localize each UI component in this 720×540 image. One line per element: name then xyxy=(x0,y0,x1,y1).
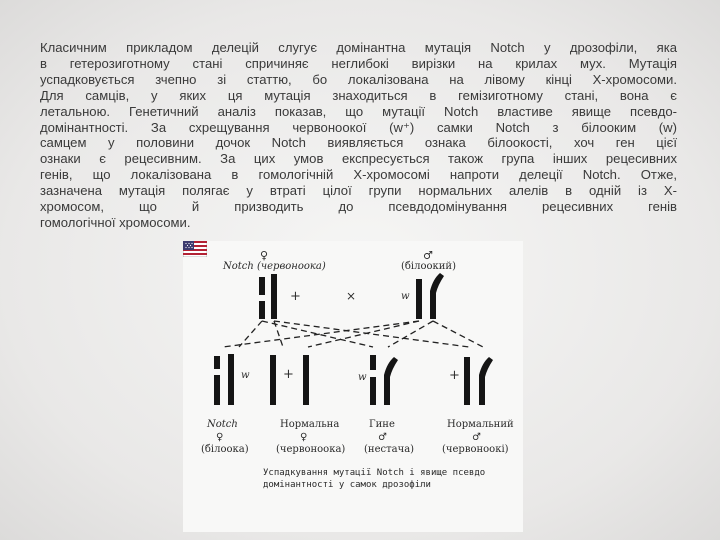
offspring-name: Гине xyxy=(369,419,395,430)
offspring-sex: ♀ xyxy=(300,432,308,443)
paragraph-line: ознаки є рецесивним. За цих умов експресується також група інших рецесивних xyxy=(40,151,677,167)
chromosome xyxy=(214,375,220,405)
male-symbol: ♂ xyxy=(423,249,433,262)
offspring-name: Нормальний xyxy=(447,419,514,430)
chromosome xyxy=(271,274,277,319)
chromosome xyxy=(370,377,376,405)
chromosome xyxy=(259,277,265,295)
us-flag-icon xyxy=(183,241,207,257)
parent-female-label: Notch (червоноока) xyxy=(223,261,326,272)
offspring-phenotype: (нестача) xyxy=(364,444,415,455)
offspring-phenotype: (червоноока) xyxy=(276,444,346,455)
allele-w: w xyxy=(241,370,250,381)
chromosome xyxy=(214,356,220,369)
paragraph-line: гомологічної хромосоми. xyxy=(40,214,191,230)
paragraph-line: хромосом, що й призводить до псевдодомінування рецесивних генів xyxy=(40,199,677,215)
allele-w: w xyxy=(358,372,367,383)
chromosome xyxy=(228,354,234,405)
paragraph-line: летальною. Генетичний аналіз показав, що мутації Notch властиве явище псевдо- xyxy=(40,103,677,119)
figure-caption xyxy=(263,467,503,491)
y-chromosome xyxy=(384,357,398,405)
paragraph-line: успадковується зчепно зі статтю, бо локалізована на лівому кінці Х-хромосоми. xyxy=(40,71,677,87)
chromosome xyxy=(259,301,265,319)
caption-line: Успадкування мутації Notch і явище псевдо xyxy=(263,468,486,478)
main-paragraph xyxy=(40,40,677,231)
offspring-sex: ♂ xyxy=(472,432,481,443)
paragraph-line: самцем у половини дочок Notch виявляється ознака білоокості, хоч ген цієї xyxy=(40,135,677,151)
chromosome xyxy=(303,355,309,405)
inheritance-lines xyxy=(223,321,483,347)
paragraph-line: генів, що локалізована в гомологічній Х-хромосомі напроти делеції Notch. Отже, xyxy=(40,167,677,183)
parent-male-label: (білоокий) xyxy=(401,261,456,272)
paragraph-line: Класичним прикладом делецій слугує домінантна мутація Notch у дрозофіли, яка xyxy=(40,40,677,55)
female-symbol: ♀ xyxy=(260,249,269,262)
offspring-phenotype: (білоока) xyxy=(201,444,249,455)
paragraph-line: в гетерозиготному стані спричиняє неглибокі вирізки на крилах мух. Мутація xyxy=(40,55,677,71)
offspring-name: Нормальна xyxy=(280,419,340,430)
chromosome xyxy=(416,279,422,319)
offspring-phenotype: (червоноокі) xyxy=(442,444,509,455)
offspring-sex: ♂ xyxy=(378,432,387,443)
offspring-sex: ♀ xyxy=(216,432,224,443)
paragraph-line: домінантності. За схрещування червоноокої (w⁺) самки Notch з білооким (w) xyxy=(40,119,677,135)
chromosome xyxy=(370,355,376,370)
y-chromosome xyxy=(479,357,493,405)
caption-line: домінантності у самок дрозофіли xyxy=(263,480,431,490)
cross-sign: × xyxy=(346,289,357,303)
paragraph-line: Для самців, у яких ця мутація знаходиться в гемізиготному стані, вона є xyxy=(40,87,677,103)
chromosome xyxy=(464,357,470,405)
plus-sign: + xyxy=(449,368,460,383)
chromosome xyxy=(270,355,276,405)
inheritance-figure xyxy=(183,241,523,532)
plus-sign: + xyxy=(290,289,301,304)
allele-w: w xyxy=(401,291,410,302)
paragraph-line: зазначена мутація полягає у втраті цілої групи нормальних алелів в одній із Х- xyxy=(40,183,677,199)
y-chromosome xyxy=(430,273,444,319)
offspring-name: Notch xyxy=(207,419,238,430)
plus-sign: + xyxy=(283,367,294,382)
